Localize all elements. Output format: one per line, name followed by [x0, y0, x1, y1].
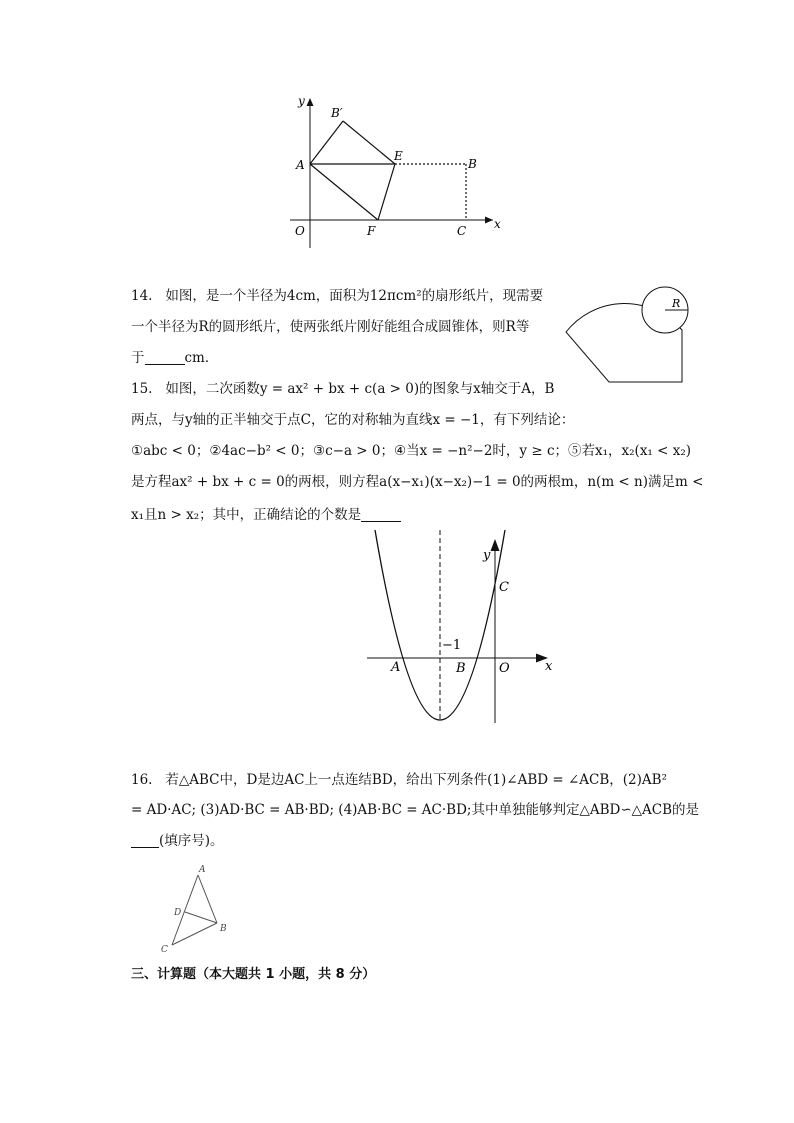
label-E: E	[394, 149, 403, 163]
q16-number: 16.	[131, 772, 153, 788]
q14-text-1: 如图，是一个半径为4cm，面积为12πcm²的扇形纸片，现需要	[165, 288, 544, 304]
label-C: C	[161, 945, 168, 955]
q15-line4: 是方程ax² + bx + c = 0的两根，则方程a(x−x₁)(x−x₂)−1 = 0的两根m，n(m < n)满足m <	[131, 474, 704, 490]
label-B: B	[468, 157, 477, 171]
q14-line3: 于 cm．	[131, 350, 219, 366]
label-A: A	[296, 158, 305, 172]
label-y: y	[298, 94, 305, 108]
figure-q16-triangle	[155, 860, 245, 955]
q14-line2: 一个半径为R的圆形纸片，使两张纸片刚好能组合成圆锥体，则R等	[131, 319, 530, 335]
q14-number: 14.	[131, 288, 153, 304]
q15-line5: x₁且n > x₂；其中，正确结论的个数是	[131, 505, 401, 525]
label-O: O	[295, 224, 305, 238]
label-R: R	[672, 297, 681, 310]
q14-line1	[131, 286, 543, 306]
section3-heading: 三、计算题（本大题共 1 小题，共 8 分）	[131, 967, 376, 982]
q15-line2: 两点，与y轴的正半轴交于点C，它的对称轴为直线x = −1，有下列结论：	[131, 412, 575, 428]
figure-q13-fold	[285, 90, 515, 250]
answer-blank-q14[interactable]	[145, 350, 185, 365]
figure-q15-parabola	[355, 525, 565, 725]
label-F: F	[367, 224, 376, 238]
answer-blank-q16[interactable]	[131, 833, 159, 848]
q16-line2: = AD·AC; (3)AD·BC = AB·BD; (4)AB·BC = AC·BD;其中单独能够判定△ABD∽△ACB的是	[131, 802, 700, 818]
q15-line3: ①abc < 0；②4ac−b² < 0；③c−a > 0；④当x = −n²−2时，y ≥ c；⑤若x₁，x₂(x₁ < x₂)	[131, 443, 692, 459]
q16-line3: (填序号)。	[131, 831, 224, 851]
label-C: C	[457, 224, 467, 238]
label-D: D	[174, 908, 182, 918]
q15-number: 15.	[131, 381, 153, 397]
label-neg1: −1	[442, 638, 462, 653]
q15-line1: 15. 如图，二次函数y = ax² + bx + c(a > 0)的图象与x轴交于A，B	[131, 381, 555, 397]
figure-q14-sector-circle	[560, 283, 700, 388]
label-A: A	[391, 660, 401, 675]
label-x: x	[494, 217, 501, 231]
q16-line1: 16. 若△ABC中，D是边AC上一点连结BD，给出下列条件(1)∠ABD = ∠ACB，(2)AB²	[131, 772, 667, 788]
label-A: A	[199, 865, 206, 875]
answer-blank-q15[interactable]	[361, 507, 401, 522]
label-B: B	[220, 924, 227, 934]
label-O: O	[499, 661, 510, 676]
label-x: x	[545, 659, 553, 674]
label-y: y	[483, 548, 491, 563]
label-B: B	[456, 661, 466, 676]
label-C: C	[499, 580, 509, 595]
label-Bprime: B′	[331, 106, 343, 120]
